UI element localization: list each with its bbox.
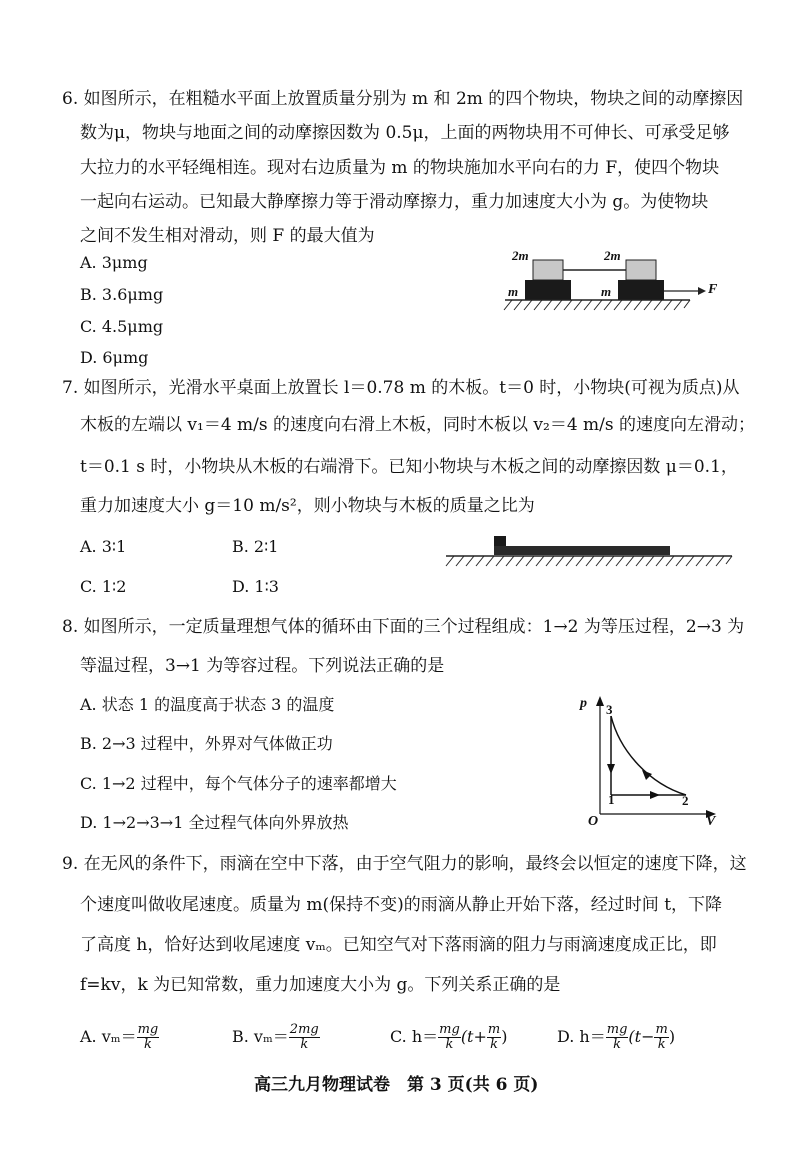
q9-option-a: [80, 1023, 159, 1052]
q9-c-prefix: C. h＝: [390, 1027, 439, 1046]
q9-d-fraction-2: [654, 1023, 668, 1052]
q6-label-force: F: [708, 282, 718, 297]
q7-line-2: 木板的左端以 v₁＝4 m/s 的速度向右滑上木板，同时木板以 v₂＝4 m/s 的速度向左滑动；: [80, 415, 756, 435]
q8-arrow-2-3: [642, 770, 652, 780]
q7-line-1: 7. 如图所示，光滑水平桌面上放置长 l＝0.78 m 的木板。t＝0 时，小物块(可视为质点)从: [62, 378, 740, 398]
q9-d-num: mg: [606, 1022, 628, 1037]
q9-a-den: k: [143, 1037, 152, 1052]
q8-label-v: V: [706, 814, 716, 829]
q7-diagram: [440, 530, 740, 570]
q9-c-fraction: [438, 1023, 461, 1052]
q7-board: [494, 546, 670, 555]
q9-option-c: [390, 1023, 507, 1052]
q9-a-num: mg: [137, 1022, 159, 1037]
q9-d-fraction: [606, 1023, 629, 1052]
q6-line-3: 大拉力的水平轻绳相连。现对右边质量为 m 的物块施加水平向右的力 F，使四个物块: [80, 158, 720, 178]
q9-c-fraction-2: [487, 1023, 501, 1052]
q6-lower-block-right: [618, 280, 664, 300]
q8-arrow-1-2: [650, 791, 660, 799]
q7-line-3: t＝0.1 s 时，小物块从木板的右端滑下。已知小物块与木板之间的动摩擦因数 μ＝0.1，: [80, 457, 738, 477]
q9-b-fraction: [289, 1023, 320, 1052]
q9-c-den: k: [445, 1037, 454, 1052]
q9-c-den2: k: [490, 1037, 498, 1052]
q9-a-prefix: A. vₘ＝: [80, 1027, 137, 1046]
q8-option-a: A. 状态 1 的温度高于状态 3 的温度: [80, 695, 335, 714]
q9-d-num2: m: [655, 1022, 668, 1037]
q9-d-paren-open: (t−: [628, 1027, 655, 1046]
q9-d-prefix: D. h＝: [557, 1027, 606, 1046]
q6-line-2: 数为μ，物块与地面之间的动摩擦因数为 0.5μ，上面的两物块用不可伸长、可承受足够: [80, 123, 730, 143]
q6-upper-block-left: [533, 260, 563, 280]
q9-d-den2: k: [657, 1037, 666, 1052]
q6-ground-hatching: [504, 300, 690, 310]
q7-option-d: D. 1∶3: [232, 577, 279, 596]
q6-line-4: 一起向右运动。已知最大静摩擦力等于滑动摩擦力，重力加速度大小为 g。为使物块: [80, 192, 709, 212]
q6-label-m-left: m: [508, 284, 519, 299]
q9-line-1: 9. 在无风的条件下，雨滴在空中下落，由于空气阻力的影响，最终会以恒定的速度下降，这: [62, 854, 747, 874]
page-footer: 高三九月物理试卷 第 3 页(共 6 页): [254, 1075, 539, 1095]
q6-option-a: A. 3μmg: [80, 253, 148, 272]
q9-c-paren-close: ): [501, 1027, 508, 1046]
q9-option-d: [557, 1023, 675, 1052]
q9-line-3: 了高度 h，恰好达到收尾速度 vₘ。已知空气对下落雨滴的阻力与雨滴速度成正比，即: [80, 935, 717, 955]
q7-ground-hatching: [446, 556, 732, 566]
q6-line-1: 6. 如图所示，在粗糙水平面上放置质量分别为 m 和 2m 的四个物块，物块之间的动摩擦因: [62, 89, 744, 109]
q6-upper-block-right: [626, 260, 656, 280]
q6-label-2m-left: 2m: [512, 248, 529, 263]
q8-label-p: p: [580, 696, 587, 711]
q6-option-d: D. 6μmg: [80, 348, 149, 367]
q9-b-den: k: [300, 1037, 309, 1052]
q8-option-b: B. 2→3 过程中，外界对气体做正功: [80, 734, 333, 753]
q9-c-num2: m: [487, 1022, 501, 1037]
q8-process-2-3: [611, 716, 686, 795]
q8-arrow-3-1: [607, 764, 615, 774]
q9-a-fraction: [137, 1023, 160, 1052]
q8-label-point-3: 3: [606, 702, 613, 717]
q8-label-point-1: 1: [608, 792, 615, 807]
q7-line-4: 重力加速度大小 g＝10 m/s²，则小物块与木板的质量之比为: [80, 496, 535, 516]
q9-c-num: mg: [439, 1022, 460, 1037]
q6-label-2m-right: 2m: [604, 248, 621, 263]
q8-line-2: 等温过程，3→1 为等容过程。下列说法正确的是: [80, 656, 445, 676]
q9-option-b: [232, 1023, 320, 1052]
q8-line-1: 8. 如图所示，一定质量理想气体的循环由下面的三个过程组成：1→2 为等压过程，2→3 为: [62, 617, 745, 637]
q9-c-paren-open: (t+: [460, 1027, 487, 1046]
q9-d-paren-close: ): [668, 1027, 676, 1046]
q7-option-a: A. 3∶1: [80, 537, 127, 556]
q8-label-origin: O: [588, 814, 599, 829]
q6-label-m-right: m: [601, 284, 612, 299]
q6-option-b: B. 3.6μmg: [80, 285, 164, 304]
q8-label-point-2: 2: [682, 793, 689, 808]
q9-d-den: k: [613, 1037, 622, 1052]
q9-b-prefix: B. vₘ＝: [232, 1027, 289, 1046]
q9-line-4: f=kv，k 为已知常数，重力加速度大小为 g。下列关系正确的是: [80, 975, 561, 995]
q7-option-c: C. 1∶2: [80, 577, 127, 596]
q9-line-2: 个速度叫做收尾速度。质量为 m(保持不变)的雨滴从静止开始下落，经过时间 t，下降: [80, 895, 723, 915]
q6-lower-block-left: [525, 280, 571, 300]
q7-option-b: B. 2∶1: [232, 537, 279, 556]
q8-option-c: C. 1→2 过程中，每个气体分子的速率都增大: [80, 774, 397, 793]
q6-option-c: C. 4.5μmg: [80, 317, 164, 336]
q6-force-arrow-head: [698, 287, 706, 295]
q6-line-5: 之间不发生相对滑动，则 F 的最大值为: [80, 226, 375, 246]
q8-option-d: D. 1→2→3→1 全过程气体向外界放热: [80, 813, 349, 832]
q9-b-num: 2mg: [289, 1022, 319, 1037]
q8-y-axis-arrow: [596, 696, 604, 706]
